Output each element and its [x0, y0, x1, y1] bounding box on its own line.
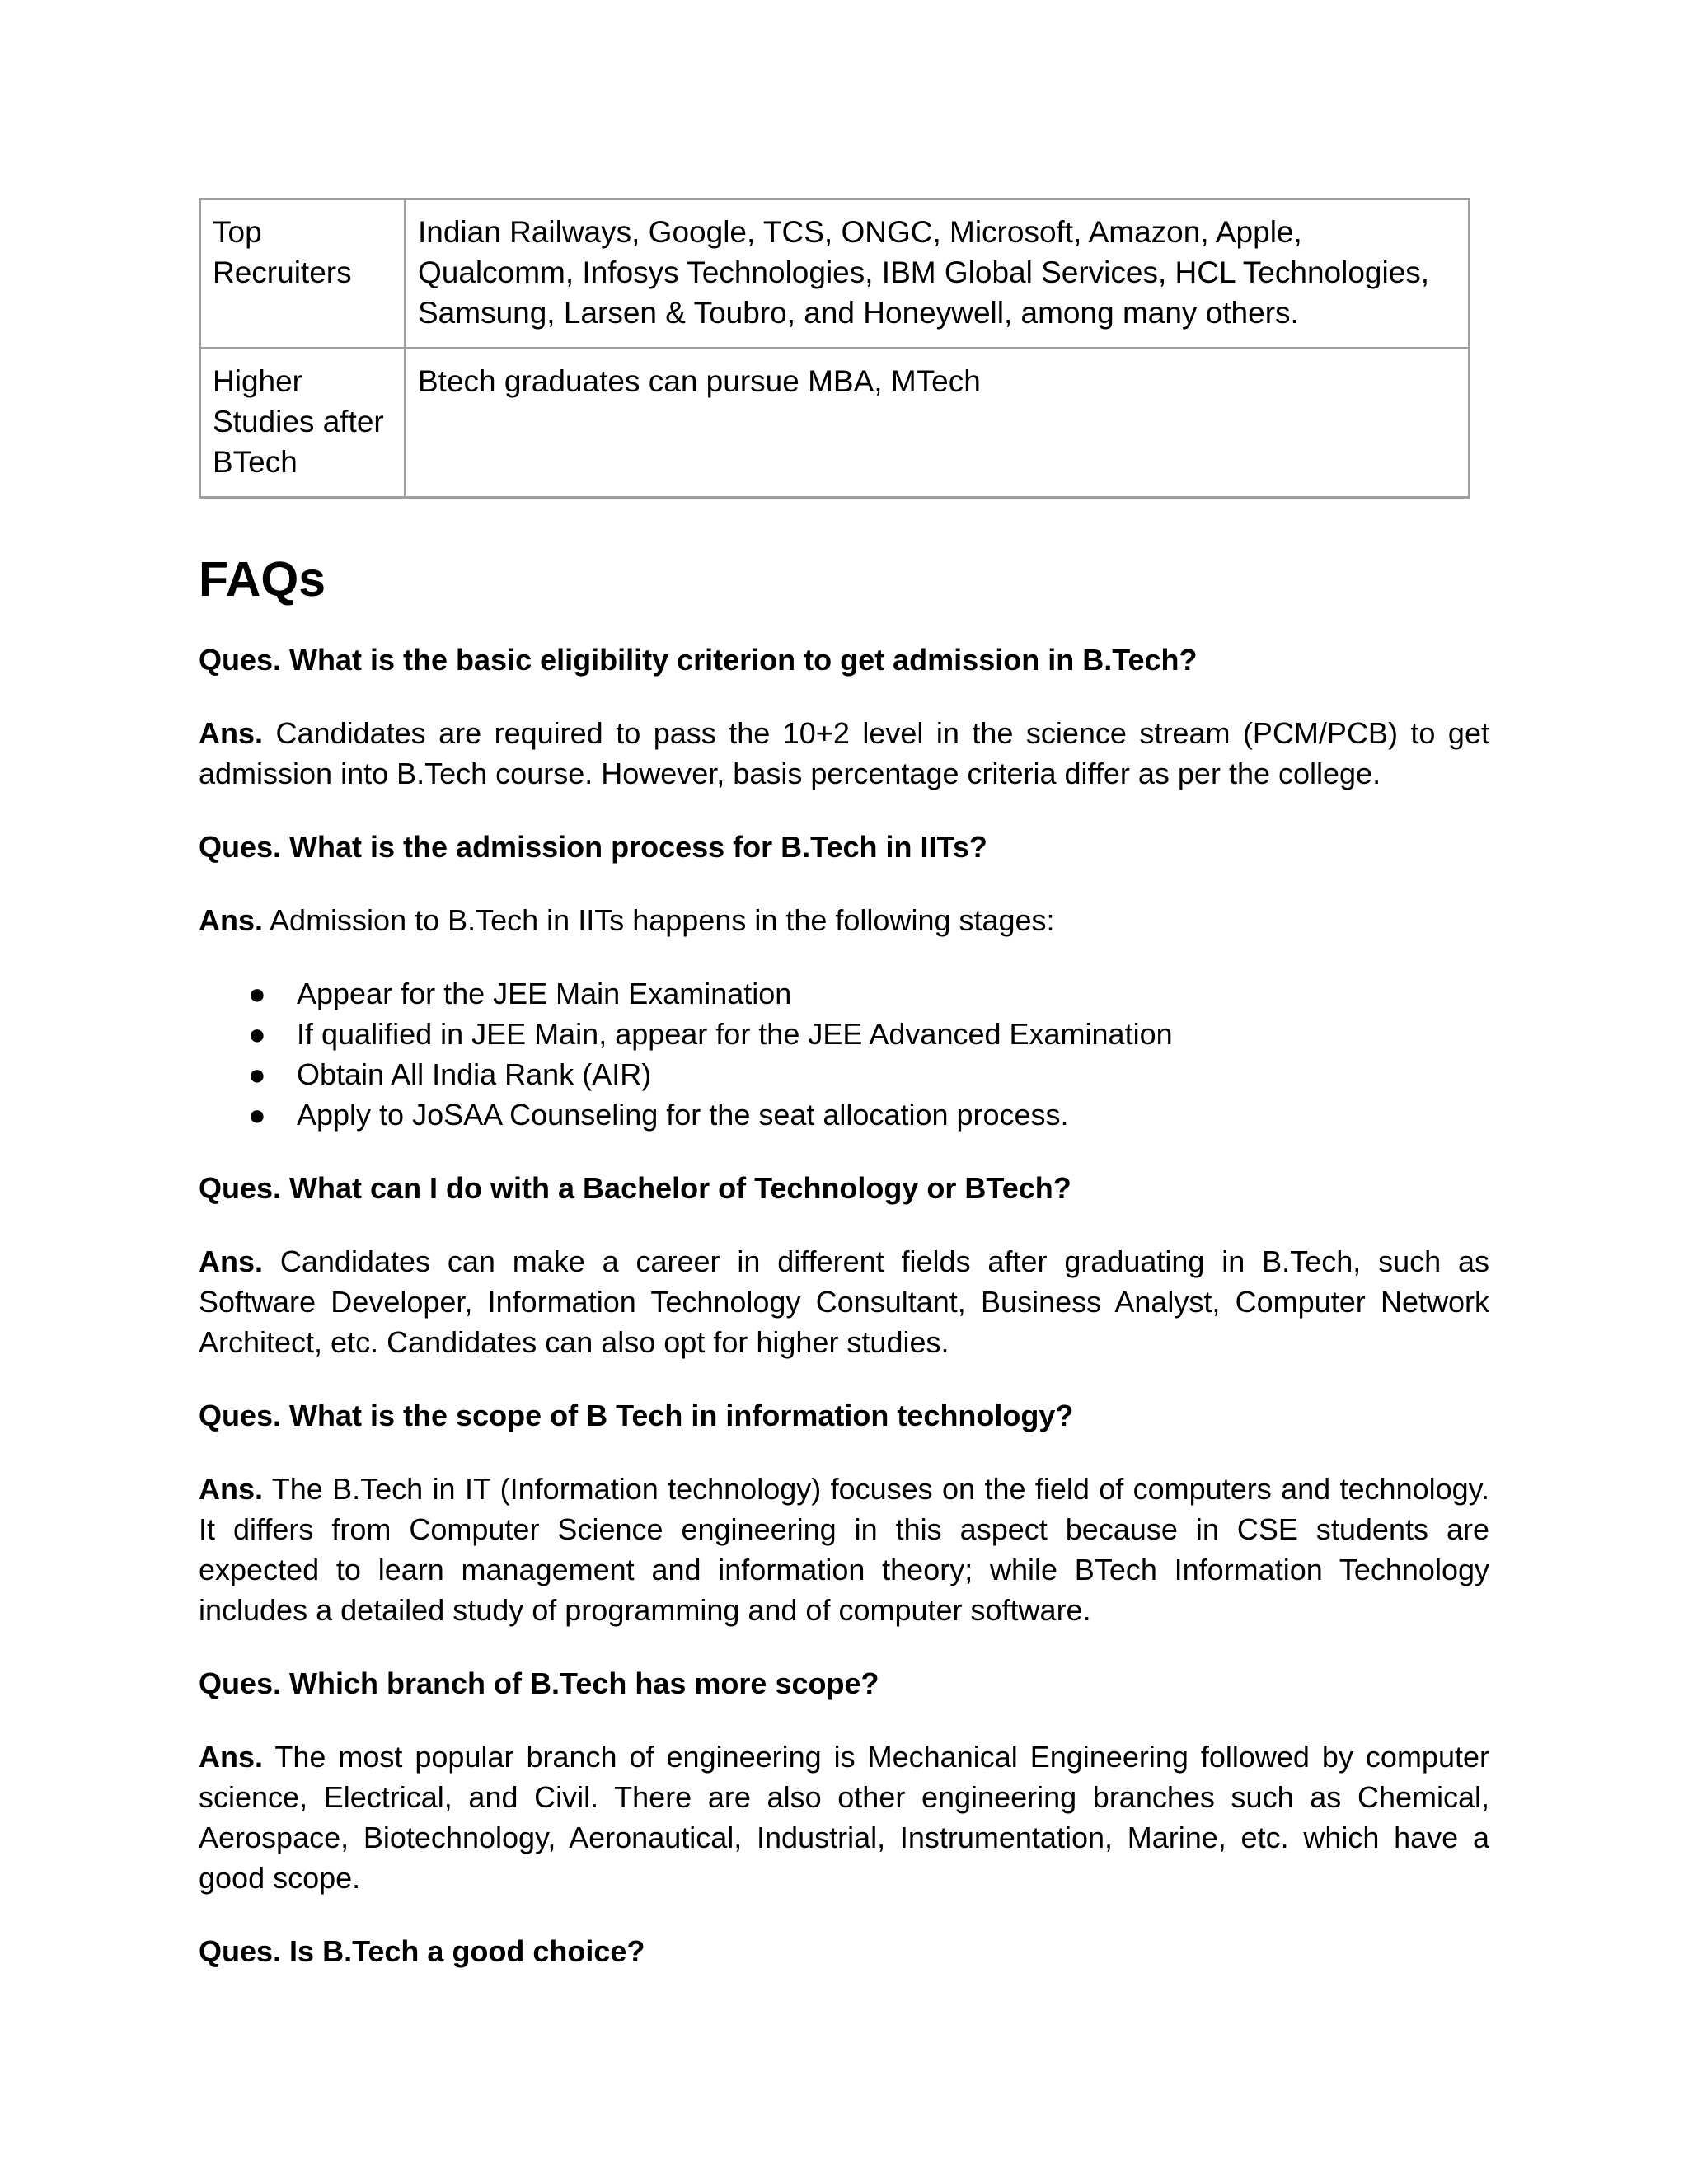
- list-item-text: If qualified in JEE Main, appear for the JEE Advanced Examination: [297, 1017, 1173, 1051]
- table-row-value: Btech graduates can pursue MBA, MTech: [406, 349, 1470, 498]
- faq-answer: [199, 1469, 1489, 1630]
- answer-prefix: Ans.: [199, 1472, 264, 1506]
- answer-text: The most popular branch of engineering is Mechanical Engineering followed by computer science, Electrical, and Civil. There are also other engineering branches such as Chemical, Aerospace, Biotechnology, Aeronautical, Industrial, Instrumentation, Marine, etc. which have a good scope.: [199, 1740, 1489, 1895]
- list-item-text: Appear for the JEE Main Examination: [297, 977, 792, 1010]
- answer-text: Candidates are required to pass the 10+2 level in the science stream (PCM/PCB) to get admission into B.Tech course. However, basis percentage criteria differ as per the college.: [199, 716, 1489, 790]
- faq-question: Ques. What is the basic eligibility criterion to get admission in B.Tech?: [199, 643, 1198, 677]
- bullet-icon: ●: [248, 977, 266, 1010]
- faq-question: Ques. What is the scope of B Tech in information technology?: [199, 1399, 1074, 1432]
- document-page: [199, 198, 1489, 1971]
- faq-question: Ques. What is the admission process for B.Tech in IITs?: [199, 830, 987, 864]
- answer-prefix: Ans.: [199, 1244, 264, 1278]
- answer-text: Admission to B.Tech in IITs happens in the following stages:: [270, 903, 1055, 937]
- answer-prefix: Ans.: [199, 903, 264, 937]
- faq-answer: [199, 713, 1489, 794]
- answer-prefix: Ans.: [199, 716, 264, 750]
- table-row-label: Higher Studies after BTech: [200, 349, 406, 498]
- answer-text: The B.Tech in IT (Information technology) focuses on the field of computers and technology. It differs from Computer Science engineering in this aspect because in CSE students are expected to learn management and information theory; while BTech Information Technology includes a detailed study of programming and of computer software.: [199, 1472, 1489, 1627]
- list-item: [199, 1094, 1489, 1135]
- bullet-icon: ●: [248, 1098, 266, 1132]
- bullet-icon: ●: [248, 1017, 266, 1051]
- faq-answer: [199, 900, 1489, 940]
- faq-question: Ques. What can I do with a Bachelor of Technology or BTech?: [199, 1171, 1071, 1205]
- list-item: [199, 1054, 1489, 1094]
- course-info-table: [199, 198, 1470, 499]
- list-item: [199, 1014, 1489, 1054]
- faq-answer: [199, 1736, 1489, 1898]
- answer-prefix: Ans.: [199, 1740, 264, 1774]
- faq-heading: FAQs: [199, 552, 326, 607]
- table-row: [200, 199, 1470, 349]
- faq-question: Ques. Is B.Tech a good choice?: [199, 1934, 645, 1968]
- faq-question: Ques. Which branch of B.Tech has more scope?: [199, 1666, 879, 1700]
- list-item-text: Obtain All India Rank (AIR): [297, 1057, 652, 1091]
- bullet-icon: ●: [248, 1057, 266, 1091]
- faq-answer: [199, 1241, 1489, 1362]
- list-item: [199, 973, 1489, 1014]
- table-row: [200, 349, 1470, 498]
- list-item-text: Apply to JoSAA Counseling for the seat allocation process.: [297, 1098, 1069, 1132]
- table-row-label: Top Recruiters: [200, 199, 406, 349]
- admission-stages-list: [199, 973, 1489, 1135]
- answer-text: Candidates can make a career in different fields after graduating in B.Tech, such as Software Developer, Information Technology Consultant, Business Analyst, Computer Network Architect, etc. Candidates can also opt for higher studies.: [199, 1244, 1489, 1359]
- table-row-value: Indian Railways, Google, TCS, ONGC, Microsoft, Amazon, Apple, Qualcomm, Infosys Technologies, IBM Global Services, HCL Technologies, Samsung, Larsen & Toubro, and Honeywell, among many others.: [406, 199, 1470, 349]
